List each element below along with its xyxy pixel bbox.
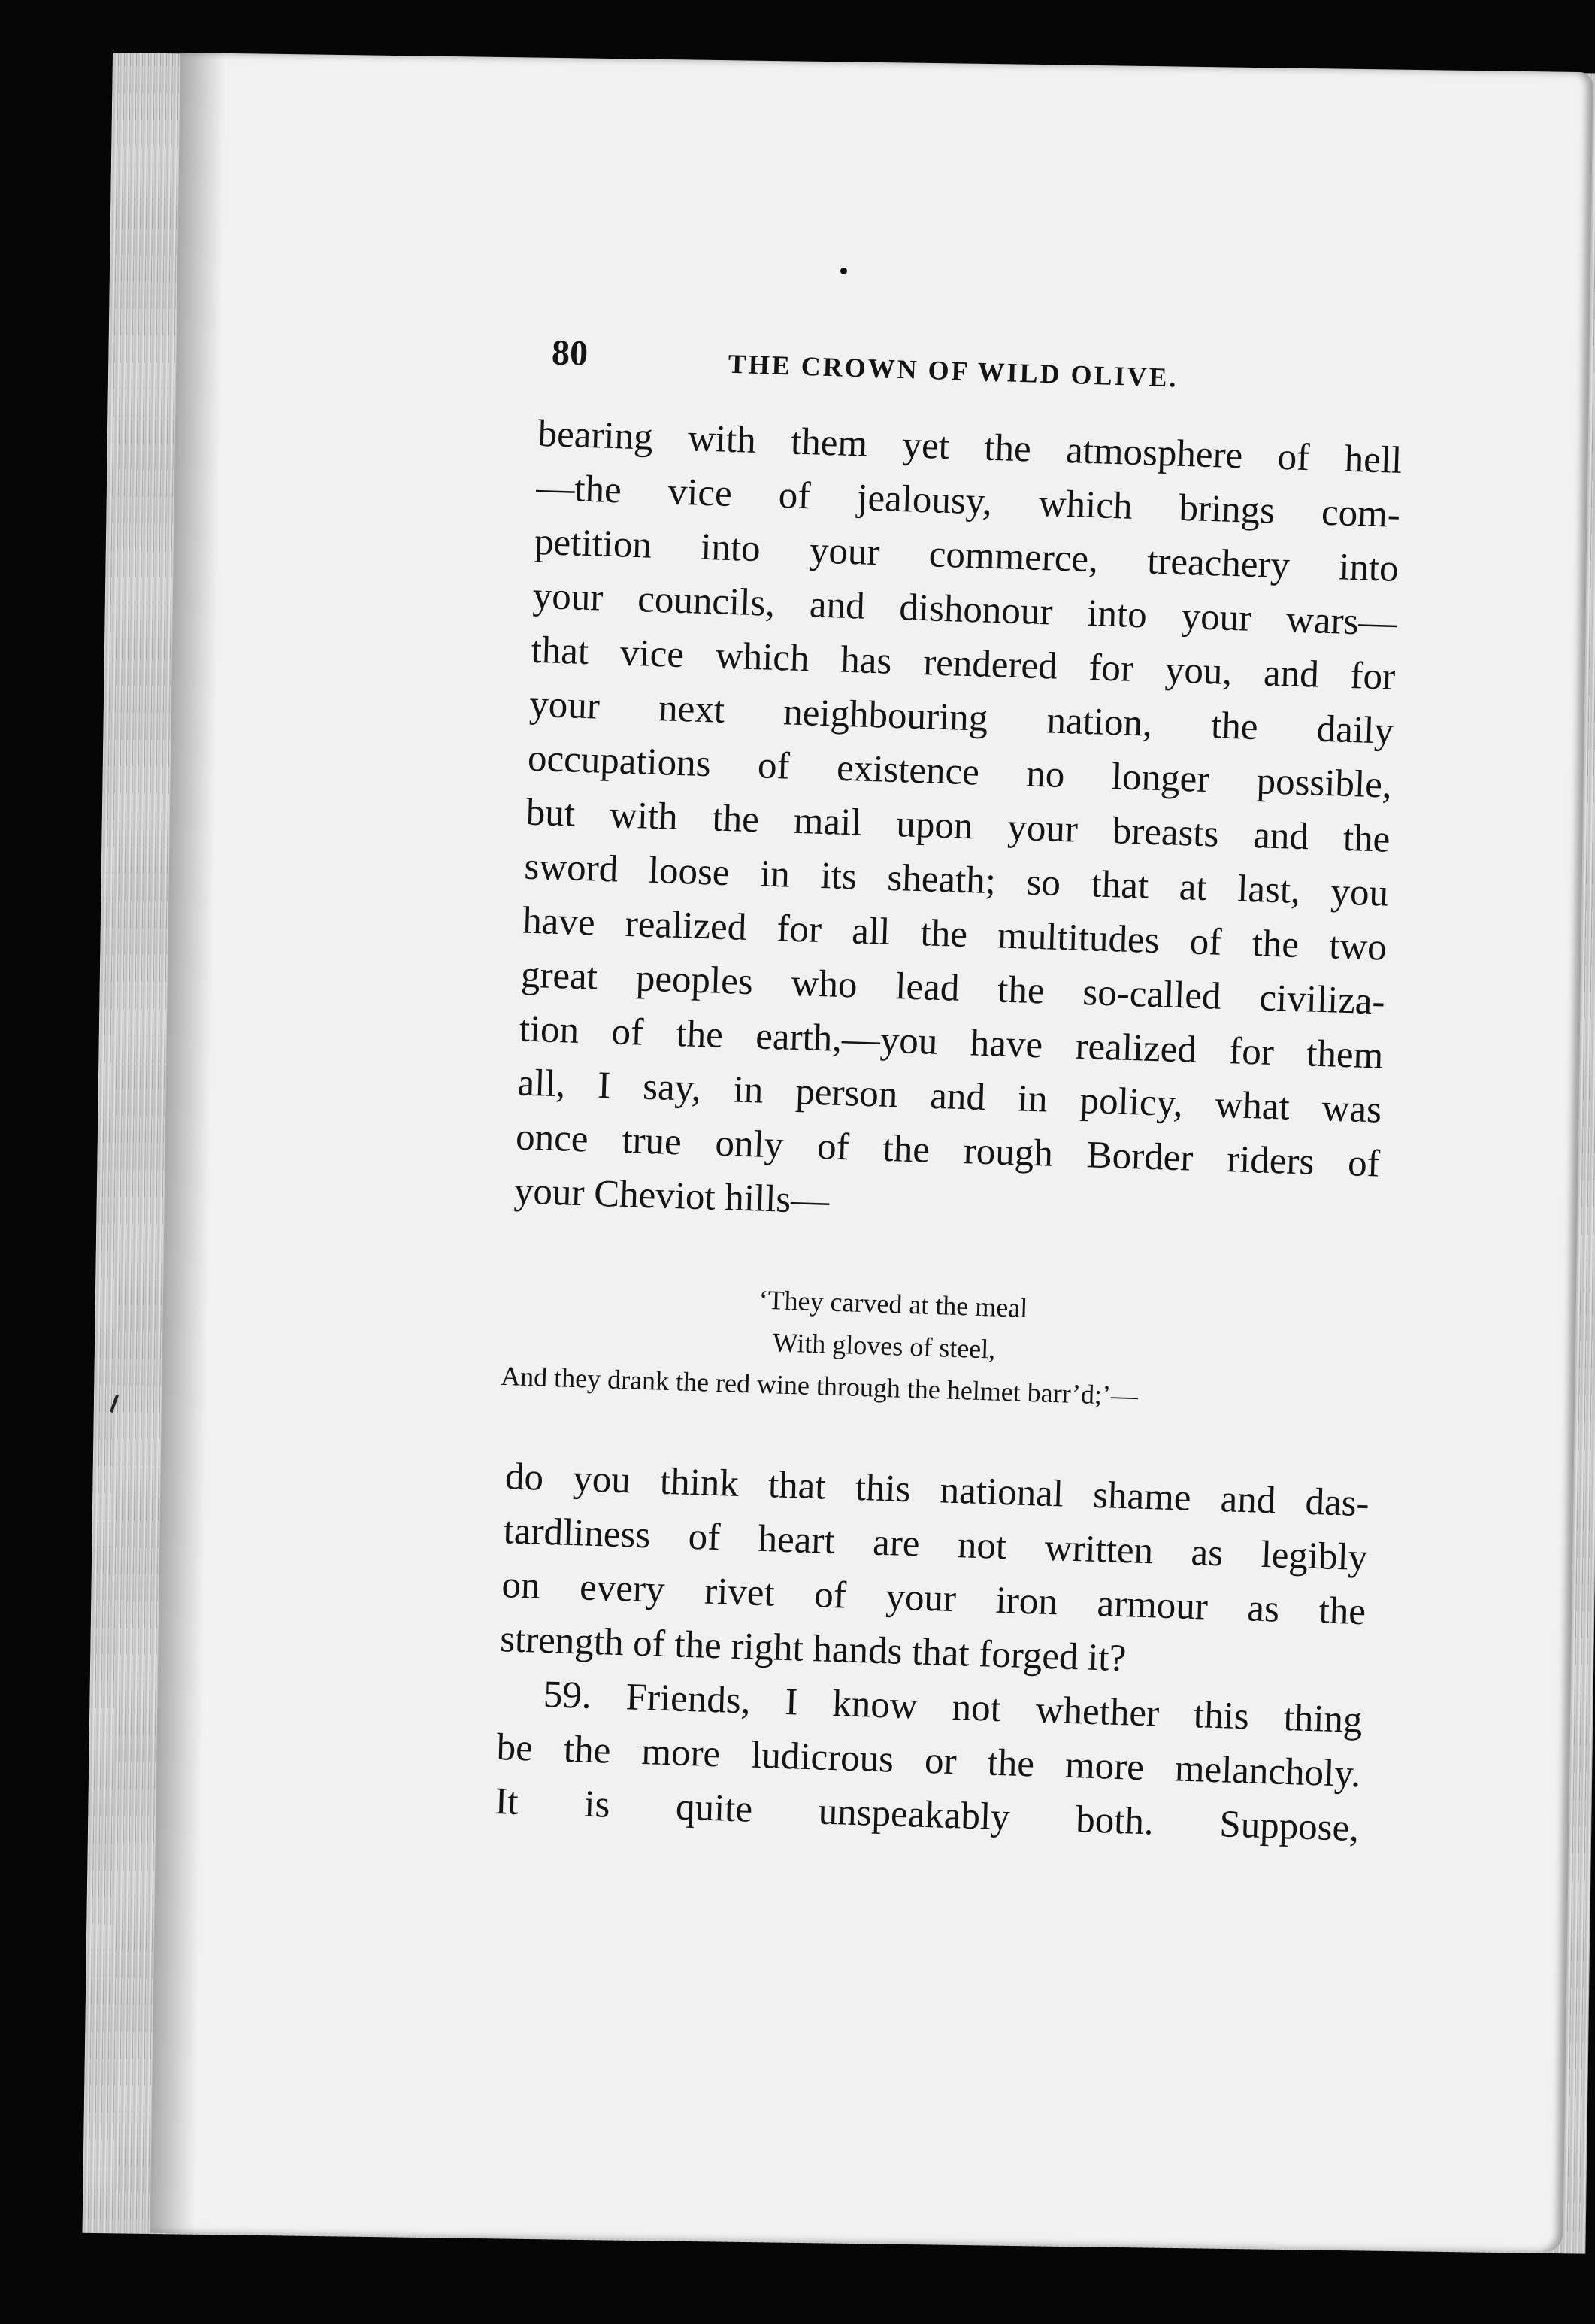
text-line: 59. Friends, I know not whether this thing [543, 1673, 1363, 1742]
paragraph-1 [491, 406, 1403, 1246]
text-line: have realized for all the multitudes of the two [522, 899, 1388, 969]
text-line: that vice which has rendered for you, and for [530, 629, 1396, 698]
paragraph-2 [477, 1449, 1370, 1693]
text-line: occupations of existence no longer possible, [527, 737, 1393, 807]
text-line: tardliness of heart are not written as legibly [502, 1510, 1369, 1580]
ink-dot [840, 268, 847, 274]
verse-line: With gloves of steel, [772, 1327, 996, 1365]
text-line: your councils, and dishonour into your wars— [532, 574, 1398, 644]
text-line: once true only of the rough Border riders of [515, 1116, 1381, 1186]
verse-line: And they drank the red wine through the helmet barr’d;’— [500, 1360, 1139, 1411]
text-line: on every rivet of your iron armour as the [501, 1564, 1366, 1634]
text-line: bearing with them yet the atmosphere of hell [537, 412, 1403, 482]
text-line: do you think that this national shame and das- [504, 1456, 1370, 1526]
text-line: but with the mail upon your breasts and the [525, 791, 1391, 861]
text-line: your next neighbouring nation, the daily [528, 683, 1394, 753]
page-number: 80 [551, 332, 589, 374]
verse-quotation [485, 1270, 1376, 1424]
verse-line: ‘They carved at the meal [758, 1284, 1028, 1323]
text-line: tion of the earth,—you have realized for them [518, 1007, 1385, 1077]
text-line: all, I say, in person and in policy, what was [516, 1062, 1382, 1132]
text-line: your Cheviot hills— [513, 1170, 831, 1223]
text-line: be the more ludicrous or the more melancholy. [495, 1726, 1362, 1796]
text-line: —the vice of jealousy, which brings com- [535, 466, 1401, 536]
text-line: It is quite unspeakably both. Suppose, [494, 1780, 1360, 1850]
paragraph-3 [471, 1665, 1363, 1856]
text-line: strength of the right hands that forged it? [499, 1618, 1127, 1680]
running-title: THE CROWN OF WILD OLIVE. [728, 348, 1179, 393]
text-line: sword loose in its sheath; so that at last, you [523, 845, 1389, 915]
text-line: petition into your commerce, treachery into [534, 520, 1400, 590]
text-line: great peoples who lead the so-called civiliza- [520, 953, 1386, 1023]
page-text [471, 331, 1405, 1856]
